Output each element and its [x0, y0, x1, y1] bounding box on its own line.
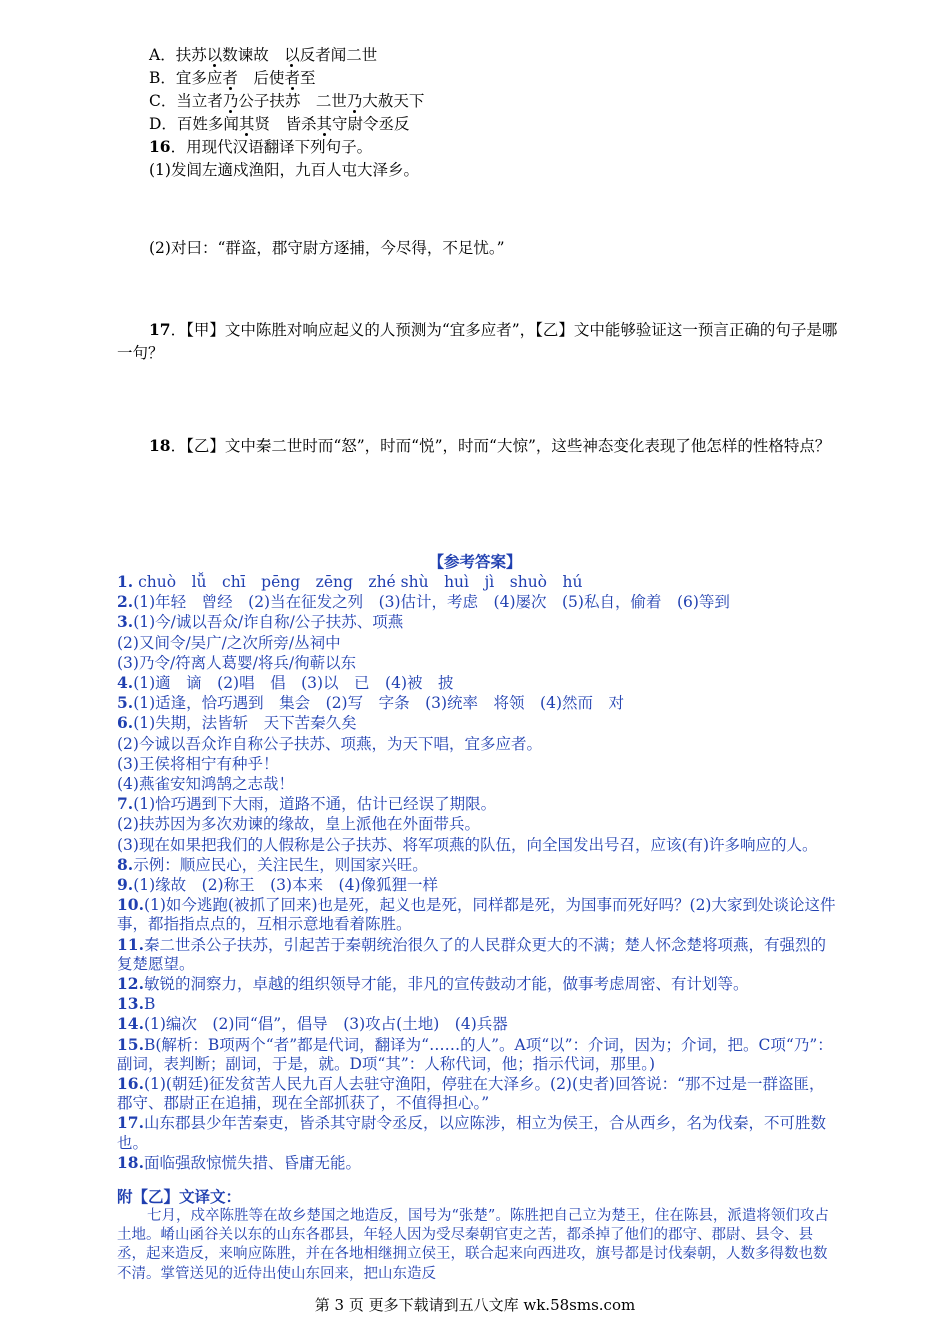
answer-number: 4.	[117, 673, 134, 693]
answer-number: 14.	[117, 1014, 144, 1034]
option-a-suffix: 反者闻二世	[299, 46, 378, 64]
question-number: 17	[149, 320, 171, 339]
answer-item	[117, 713, 839, 733]
answer-text: (1)今/诚以吾众/诈自称/公子扶苏、项燕	[133, 613, 404, 632]
answer-item	[117, 1014, 839, 1034]
answer-text: 秦二世杀公子扶苏，引起苦于秦朝统治很久了的人民群众更大的不满；楚人怀念楚将项燕，有强烈的复楚愿望。	[117, 935, 826, 973]
option-b	[149, 67, 315, 89]
answer-text: (1)年轻 曾经 (2)当在征发之列 (3)估计，考虑 (4)屡次 (5)私自，偷着 (6)等到	[133, 593, 730, 612]
answer-number: 8.	[117, 854, 134, 874]
answer-number: 15.	[117, 1034, 144, 1054]
answer-number: 2.	[117, 592, 134, 612]
answer-item	[117, 935, 839, 974]
answer-text: (1)适逢，恰巧遇到 集会 (2)写 字条 (3)统率 将领 (4)然而 对	[133, 694, 625, 713]
answer-number: 6.	[117, 713, 134, 733]
answer-item	[117, 875, 839, 895]
option-b-suffix: 至	[299, 69, 316, 87]
option-c-mid: 公子扶苏 二世	[238, 92, 347, 110]
answer-item	[117, 653, 839, 673]
answer-number: 18.	[117, 1152, 144, 1172]
answer-item	[117, 754, 839, 774]
question-number: 18	[149, 436, 171, 455]
option-a-mid: 数谏故	[222, 46, 285, 64]
answer-number: 1.	[117, 572, 134, 591]
answer-number: 9.	[117, 875, 134, 895]
answer-text: (3)王侯将相宁有种乎！	[117, 754, 279, 773]
answer-item	[117, 895, 839, 934]
option-d-dotted-1: 其	[238, 115, 255, 133]
option-d-mid: 贤 皆杀	[254, 115, 317, 133]
option-b-prefix: B．宜多应	[149, 69, 223, 87]
answer-number: 5.	[117, 693, 134, 713]
answer-text: (1)编次 (2)同“倡”，倡导 (3)攻占(土地) (4)兵器	[143, 1015, 508, 1034]
answer-number: 7.	[117, 794, 134, 814]
answer-item	[117, 855, 839, 875]
question-text: ．用现代汉语翻译下列句子。	[170, 138, 373, 156]
answer-number: 12.	[117, 974, 144, 994]
answer-text: B	[143, 995, 156, 1014]
option-c	[149, 90, 424, 112]
answer-item	[117, 994, 839, 1014]
answer-text: (2)今诚以吾众诈自称公子扶苏、项燕，为天下唱，宜多应者。	[117, 734, 542, 753]
answer-item	[117, 774, 839, 794]
answer-item	[117, 1074, 839, 1113]
question-17	[117, 318, 839, 365]
answer-text: (2)扶苏因为多次劝谏的缘故，皇上派他在外面带兵。	[117, 815, 480, 834]
option-b-dotted-2: 者	[284, 69, 300, 87]
answer-number: 16.	[117, 1074, 144, 1094]
option-a	[149, 44, 377, 66]
option-a-dotted-1: 以	[206, 46, 223, 64]
answer-item	[117, 572, 839, 592]
answer-item	[117, 1153, 839, 1173]
appendix-text: 七月，戍卒陈胜等在故乡楚国之地造反，国号为“张楚”。陈胜把自己立为楚王，住在陈县，派遣将领们攻占土地。崤山函谷关以东的山东各郡县，年轻人因为受尽秦朝官吏之苦，都杀掉了他们的郡守、郡尉、县令、县丞，起来造反，来响应陈胜，并在各地相继拥立侯王，联合起来向西进攻，旗号都是讨伐秦朝，人数多得数也数不清。掌管送见的近侍出使山东回来，把山东造反	[117, 1208, 829, 1282]
answer-item	[117, 673, 839, 693]
answer-item	[117, 835, 839, 855]
answer-text: (1)缘故 (2)称王 (3)本来 (4)像狐狸一样	[133, 876, 439, 895]
answer-list	[117, 572, 839, 1173]
answer-item	[117, 734, 839, 754]
appendix-title: 附【乙】文译文：	[117, 1187, 242, 1206]
answer-text: (1)恰巧遇到下大雨，道路不通，估计已经误了期限。	[133, 795, 497, 814]
answer-number: 10.	[117, 895, 144, 915]
answer-number: 11.	[117, 934, 144, 954]
answer-text: 山东郡县少年苦秦吏，皆杀其守尉令丞反，以应陈涉，相立为侯王，合从西乡，名为伐秦，不可胜数也。	[117, 1114, 826, 1152]
answer-number: 3.	[117, 612, 134, 632]
option-c-dotted-2: 乃	[346, 92, 363, 110]
option-c-dotted-1: 乃	[222, 92, 239, 110]
page-footer: 第 3 页 更多下载请到五八文库 wk.58sms.com	[314, 1296, 636, 1314]
question-18	[117, 434, 839, 458]
option-d-dotted-2: 其	[316, 115, 332, 133]
answer-text: (4)燕雀安知鸿鹄之志哉！	[117, 775, 294, 794]
answer-item	[117, 693, 839, 713]
question-16-sentence-1: (1)发闾左適戍渔阳，九百人屯大泽乡。	[149, 161, 419, 179]
option-a-dotted-2: 以	[284, 46, 300, 64]
option-c-prefix: C．当立者	[149, 92, 223, 110]
question-number: 16	[149, 137, 171, 156]
answer-item	[117, 814, 839, 834]
option-b-mid: 后使	[237, 69, 285, 87]
option-d-prefix: D．百姓多闻	[149, 115, 239, 133]
answer-text: (1)適 谪 (2)唱 倡 (3)以 已 (4)被 披	[133, 674, 454, 693]
option-d	[149, 113, 410, 135]
answer-item	[117, 794, 839, 814]
answer-number: 13.	[117, 994, 144, 1014]
answer-text: (3)乃令/符离人葛婴/将兵/徇蕲以东	[117, 653, 357, 672]
answer-text: (3)现在如果把我们的人假称是公子扶苏、将军项燕的队伍，向全国发出号召，应该(有)许多响应的人。	[117, 835, 818, 854]
answer-item	[117, 633, 839, 653]
answer-text: B(解析：B项两个“者”都是代词，翻译为“……的人”。A项“以”：介词，因为；介词，把。C项“乃”：副词，表判断；副词，于是，就。D项“其”：人称代词，他；指示代词，那里。)	[117, 1035, 833, 1073]
answer-item	[117, 612, 839, 632]
answer-text: 敏锐的洞察力，卓越的组织领导才能，非凡的宣传鼓动才能，做事考虑周密、有计划等。	[143, 975, 749, 994]
answer-text: 面临强敌惊慌失措、昏庸无能。	[143, 1153, 361, 1172]
answer-text: 示例：顺应民心，关注民生，则国家兴旺。	[133, 855, 428, 874]
answers-heading: 【参考答案】	[428, 552, 522, 571]
option-a-prefix: A．扶苏	[149, 46, 207, 64]
answer-text: chuò lǚ chī pēng zēng zhé shù huì jì shuò hú	[133, 573, 583, 591]
answer-item	[117, 1035, 839, 1074]
answer-text: (1)失期，法皆斩 天下苦秦久矣	[133, 714, 357, 733]
answer-item	[117, 974, 839, 994]
question-16-sentence-2: (2)对曰：“群盗，郡守尉方逐捕，今尽得，不足忧。”	[149, 239, 505, 257]
option-d-suffix: 守尉令丞反	[331, 115, 410, 133]
answer-item	[117, 592, 839, 612]
answer-text: (1)(朝廷)征发贫苦人民九百人去驻守渔阳，停驻在大泽乡。(2)(史者)回答说：“那不过是一群盗匪，郡守、郡尉正在追捕，现在全部抓获了，不值得担心。”	[117, 1075, 825, 1113]
option-b-dotted-1: 者	[222, 69, 238, 87]
option-c-suffix: 大赦天下	[362, 92, 425, 110]
question-16	[149, 136, 372, 158]
question-text: ．【乙】文中秦二世时而“怒”，时而“悦”，时而“大惊”，这些神态变化表现了他怎样的性格特点？	[170, 437, 831, 455]
question-text: ．【甲】文中陈胜对响应起义的人预测为“宜多应者”，【乙】文中能够验证这一预言正确的句子是哪一句？	[117, 321, 838, 362]
answer-item	[117, 1113, 839, 1152]
answer-text: (2)又间令/吴广/之次所旁/丛祠中	[117, 633, 341, 652]
answer-number: 17.	[117, 1113, 144, 1133]
answer-text: (1)如今逃跑(被抓了回来)也是死，起义也是死，同样都是死，为国事而死好吗？(2)大家到处谈论这件事，都指指点点的，互相示意地看着陈胜。	[117, 896, 836, 934]
